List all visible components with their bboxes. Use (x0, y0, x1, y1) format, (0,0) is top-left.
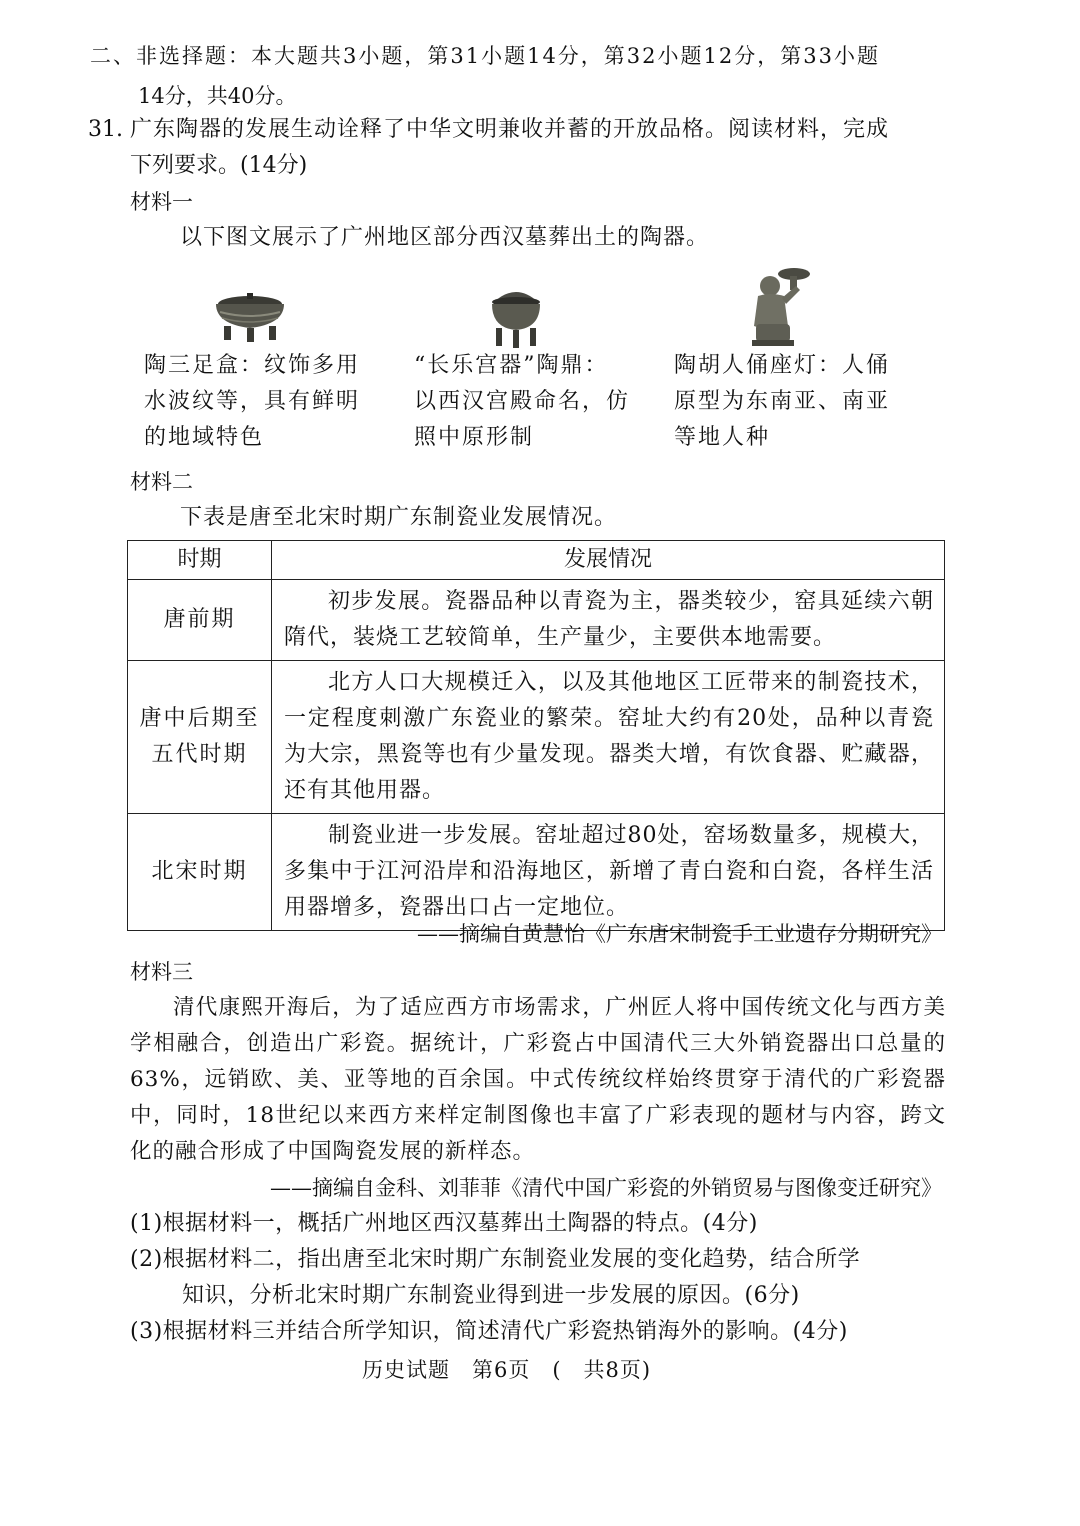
table-row (128, 814, 945, 931)
artifact-caption-1: 陶三足盒：纹饰多用 水波纹等，具有鲜明 的地域特色 (144, 353, 361, 450)
artifact-caption-2: “长乐宫器”陶鼎： 以西汉宫殿命名，仿 照中原形制 (414, 353, 631, 450)
table-header-development: 发展情况 (272, 541, 945, 580)
artifact-caption-3: 陶胡人俑座灯：人俑 原型为东南亚、南亚 等地人种 (674, 353, 891, 450)
question-stem-line1: 广东陶器的发展生动诠释了中华文明兼收并蓄的开放品格。阅读材料，完成 (130, 117, 890, 142)
material2-intro: 下表是唐至北宋时期广东制瓷业发展情况。 (180, 505, 618, 530)
requirement-1: (1)根据材料一，概括广州地区西汉墓葬出土陶器的特点。(4分) (130, 1211, 758, 1236)
table-cell-desc: 制瓷业进一步发展。窑址超过80处，窑场数量多，规模大，多集中于江河沿岸和沿海地区，新增了青白瓷和白瓷，各样生活用器增多，瓷器出口占一定地位。 (272, 814, 945, 931)
material1-intro: 以下图文展示了广州地区部分西汉墓葬出土的陶器。 (180, 225, 710, 250)
material3-text: 清代康熙开海后，为了适应西方市场需求，广州匠人将中国传统文化与西方美学相融合，创造出广彩瓷。据统计，广彩瓷占中国清代三大外销瓷器出口总量的63%，远销欧、美、亚等地的百余国。中式传统纹样始终贯穿于清代的广彩瓷器中，同时，18世纪以来西方来样定制图像也丰富了广彩表现的题材与内容，跨文化的融合形成了中国陶瓷发展的新样态。 (130, 995, 946, 1164)
table-cell-period: 北宋时期 (128, 814, 272, 931)
pottery-ding-icon (486, 284, 546, 350)
table-row (128, 661, 945, 814)
development-table (127, 540, 945, 931)
table-cell-period: 唐前期 (128, 580, 272, 661)
table-cell-period: 唐中后期至 五代时期 (128, 661, 272, 814)
page-footer: 历史试题 第6页 ( 共8页) (362, 1358, 652, 1382)
figurine-lamp-icon (744, 262, 814, 348)
pottery-box-icon (210, 290, 290, 346)
table-cell-desc: 北方人口大规模迁入，以及其他地区工匠带来的制瓷技术，一定程度刺激广东瓷业的繁荣。窑址大约有20处，品种以青瓷为大宗，黑瓷等也有少量发现。器类大增，有饮食器、贮藏器，还有其他用器。 (272, 661, 945, 814)
table-header-row (128, 541, 945, 580)
material3-heading: 材料三 (130, 960, 193, 984)
section-header-line1: 二、非选择题：本大题共3小题，第31小题14分，第32小题12分，第33小题 (90, 44, 880, 68)
material2-heading: 材料二 (130, 470, 193, 494)
requirement-2-line2: 知识，分析北宋时期广东制瓷业得到进一步发展的原因。(6分) (182, 1283, 800, 1308)
section-header-line2: 14分，共40分。 (138, 84, 297, 108)
table-header-period: 时期 (128, 541, 272, 580)
material2-source: ——摘编自黄慧怡《广东唐宋制瓷手工业遗存分期研究》 (417, 922, 942, 946)
question-stem-line2: 下列要求。(14分) (130, 153, 308, 178)
table-cell-desc: 初步发展。瓷器品种以青瓷为主，器类较少，窑具延续六朝隋代，装烧工艺较简单，生产量少，主要供本地需要。 (272, 580, 945, 661)
table-row (128, 580, 945, 661)
material1-heading: 材料一 (130, 190, 193, 214)
requirement-3: (3)根据材料三并结合所学知识，简述清代广彩瓷热销海外的影响。(4分) (130, 1319, 848, 1344)
material3-source: ——摘编自金科、刘菲菲《清代中国广彩瓷的外销贸易与图像变迁研究》 (270, 1176, 942, 1200)
question-number: 31. (88, 117, 123, 142)
requirement-2-line1: (2)根据材料二，指出唐至北宋时期广东制瓷业发展的变化趋势，结合所学 (130, 1247, 861, 1272)
